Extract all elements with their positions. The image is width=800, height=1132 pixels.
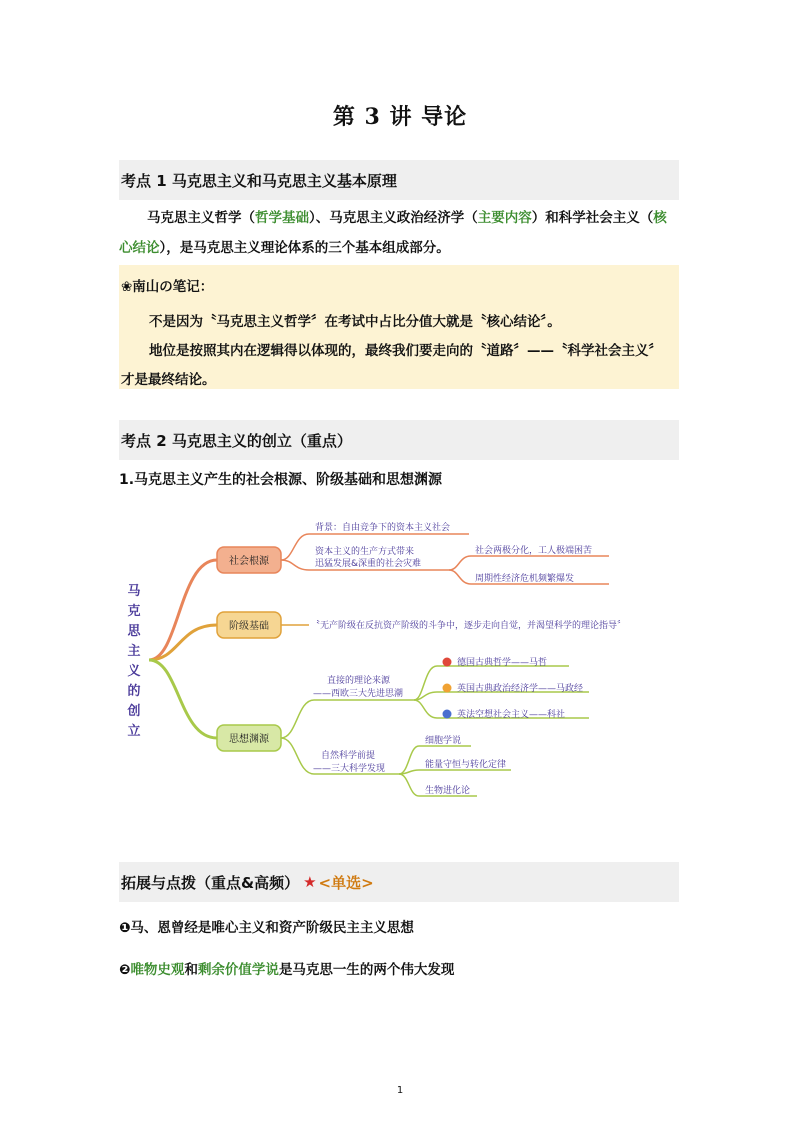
leaf-text: 直接的理论来源 bbox=[327, 676, 391, 686]
question-type-tag: <单选> bbox=[318, 873, 374, 892]
section1-paragraph bbox=[119, 203, 681, 263]
section2-subheading: 1.马克思主义产生的社会根源、阶级基础和思想渊源 bbox=[119, 472, 443, 488]
leaf-text: 英法空想社会主义——科社 bbox=[457, 710, 566, 720]
connector bbox=[281, 700, 414, 738]
para-highlight: 哲学基础 bbox=[255, 210, 309, 226]
point-text: 和 bbox=[184, 962, 198, 978]
leaf-text: ——三大科学发现 bbox=[313, 764, 386, 774]
note-line-2: 地位是按照其内在逻辑得以体现的，最终我们要走向的〝道路〞——〝科学社会主义〞 bbox=[149, 343, 662, 359]
note-heading: ❀南山の笔记： bbox=[121, 279, 214, 295]
section1-heading: 考点 1 马克思主义和马克思主义基本原理 bbox=[121, 171, 397, 190]
para-text: ），是马克思主义理论体系的三个基本组成部分。 bbox=[159, 240, 450, 256]
leaf-text: 德国古典哲学——马哲 bbox=[457, 658, 548, 668]
bullet-icon bbox=[443, 710, 452, 719]
note-line-1: 不是因为〝马克思主义哲学〞在考试中占比分值大就是〝核心结论〞。 bbox=[149, 314, 561, 330]
leaf-text: 英国古典政治经济学——马政经 bbox=[457, 684, 584, 694]
mindmap-root bbox=[126, 583, 141, 739]
star-icon: ★ bbox=[303, 873, 317, 891]
para-text: 马克思主义哲学（ bbox=[147, 210, 255, 226]
para-highlight: 核 bbox=[653, 210, 667, 226]
section1-heading-bar bbox=[119, 160, 679, 200]
branch-label: 社会根源 bbox=[229, 556, 269, 567]
bullet-icon bbox=[443, 658, 452, 667]
point-highlight: 唯物史观 bbox=[130, 962, 185, 978]
bullet-icon bbox=[443, 684, 452, 693]
leaf-text: 细胞学说 bbox=[425, 736, 462, 746]
leaf-text: 生物进化论 bbox=[425, 786, 471, 796]
connector bbox=[414, 666, 569, 700]
point-highlight: 剩余价值学说 bbox=[197, 962, 279, 978]
root-char: 的 bbox=[127, 684, 141, 699]
page-number: 1 bbox=[396, 1085, 404, 1096]
section2-heading-bar bbox=[119, 420, 679, 460]
root-char: 义 bbox=[127, 664, 141, 679]
branch-label: 思想渊源 bbox=[229, 734, 269, 745]
leaf-text: ——西欧三大先进思潮 bbox=[313, 689, 404, 699]
leaf-text: 自然科学前提 bbox=[321, 751, 376, 761]
section2-heading: 考点 2 马克思主义的创立（重点） bbox=[121, 431, 352, 450]
leaf-text: 背景：自由竞争下的资本主义社会 bbox=[315, 523, 451, 533]
root-char: 创 bbox=[127, 704, 141, 719]
branch-label: 阶级基础 bbox=[229, 621, 269, 632]
leaf-text: 能量守恒与转化定律 bbox=[425, 760, 507, 770]
root-char: 马 bbox=[127, 584, 141, 599]
point-text: 是马克思一生的两个伟大发现 bbox=[278, 962, 455, 978]
para-highlight: 主要内容 bbox=[477, 210, 532, 226]
root-char: 克 bbox=[127, 604, 141, 619]
connector bbox=[149, 660, 217, 738]
leaf-text: 周期性经济危机频繁爆发 bbox=[475, 574, 575, 584]
para-text: ）、马克思主义政治经济学（ bbox=[309, 210, 478, 226]
leaf-text: 〝无产阶级在反抗资产阶级的斗争中，逐步走向自觉，并渴望科学的理论指导〞 bbox=[311, 621, 627, 631]
extension-heading-bar bbox=[119, 862, 679, 902]
root-char: 主 bbox=[127, 644, 141, 659]
extension-point-2 bbox=[119, 958, 454, 978]
page-title: 第 3 讲 导论 bbox=[332, 104, 468, 130]
leaf-text: 迅猛发展&深重的社会灾难 bbox=[315, 559, 422, 569]
para-text: ）和科学社会主义（ bbox=[531, 210, 654, 226]
note-box bbox=[119, 265, 679, 389]
connector bbox=[399, 770, 511, 774]
leaf-text: 资本主义的生产方式带来 bbox=[315, 547, 415, 557]
root-char: 立 bbox=[127, 724, 141, 739]
mind-map bbox=[119, 500, 681, 820]
root-char: 思 bbox=[127, 624, 141, 639]
extension-heading: 拓展与点拨（重点&高频） bbox=[121, 873, 300, 892]
note-line-3: 才是最终结论。 bbox=[121, 372, 216, 388]
point-number: ❷ bbox=[119, 962, 131, 978]
connector bbox=[149, 560, 217, 660]
extension-point-1: ❶马、恩曾经是唯心主义和资产阶级民主主义思想 bbox=[119, 920, 414, 936]
para-highlight: 心结论 bbox=[119, 240, 160, 256]
leaf-text: 社会两极分化，工人极端困苦 bbox=[475, 546, 593, 556]
connector bbox=[449, 556, 609, 570]
